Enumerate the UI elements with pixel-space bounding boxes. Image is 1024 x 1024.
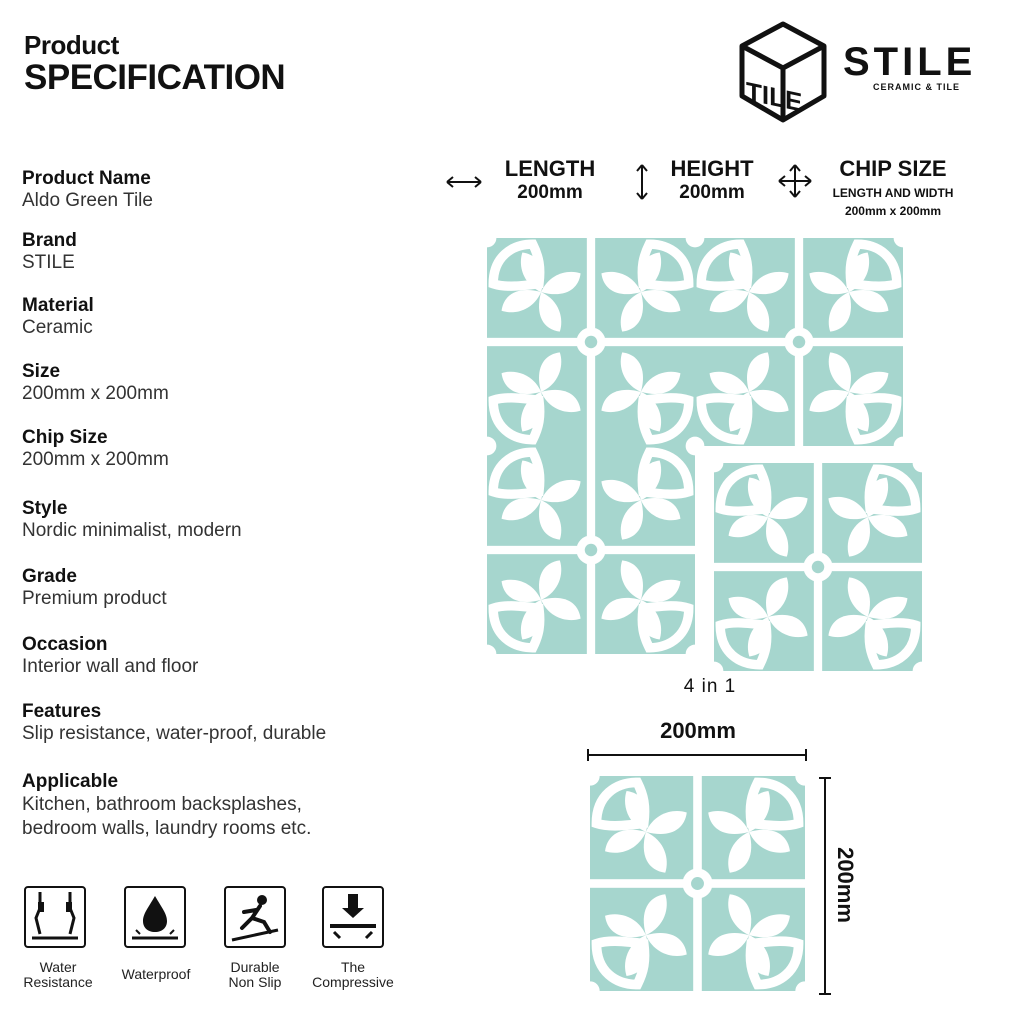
- spec-brand: [22, 230, 77, 274]
- dim-chip-sub: LENGTH AND WIDTH: [832, 186, 954, 200]
- spec-style: [22, 498, 242, 542]
- feature-label-line2: Resistance: [23, 974, 93, 990]
- feature-label-non-slip: [207, 960, 303, 990]
- spec-value: 200mm x 200mm: [22, 449, 169, 470]
- spec-label: Material: [22, 295, 94, 316]
- dim-chip-size: [812, 156, 974, 218]
- feature-label-line1: Durable: [230, 959, 280, 975]
- four-in-one-caption: 4 in 1: [683, 676, 737, 697]
- spec-label: Applicable: [22, 771, 119, 792]
- waterproof-icon: [124, 886, 186, 948]
- feature-label-line1: Waterproof: [121, 966, 191, 982]
- spec-occasion: [22, 634, 198, 678]
- feature-label-line1: Water: [39, 959, 77, 975]
- tile-preview-4: [714, 463, 922, 671]
- spec-size: [22, 361, 169, 405]
- tile-single: [590, 776, 805, 991]
- spec-value: Nordic minimalist, modern: [22, 520, 242, 541]
- spec-label: Features: [22, 701, 102, 722]
- vertical-arrow-icon: [632, 162, 652, 202]
- height-label: 200mm: [833, 847, 858, 923]
- compressive-icon: [322, 886, 384, 948]
- spec-value-line2: bedroom walls, laundry rooms etc.: [22, 818, 312, 839]
- feature-label-compressive: [305, 960, 401, 990]
- spec-label: Grade: [22, 566, 77, 587]
- water-resistance-icon: [24, 886, 86, 948]
- tile-preview-1: [487, 238, 695, 446]
- spec-material: [22, 295, 94, 339]
- width-dimension-line: [586, 748, 808, 762]
- spec-product-name: [22, 168, 153, 212]
- logo-name: STILE: [843, 40, 977, 84]
- header-product: Product: [24, 30, 119, 60]
- stile-cube-logo-icon: [738, 20, 828, 124]
- tile-preview-3: [487, 446, 695, 654]
- spec-chip-size: [22, 427, 169, 471]
- spec-label: Size: [22, 361, 61, 382]
- dim-length: [490, 156, 610, 204]
- spec-label: Style: [22, 498, 68, 519]
- spec-label: Product Name: [22, 168, 151, 189]
- spec-features: [22, 701, 326, 745]
- spec-label: Occasion: [22, 634, 108, 655]
- feature-label-line2: Non Slip: [228, 974, 282, 990]
- spec-value: 200mm x 200mm: [22, 383, 169, 404]
- dim-height: [652, 156, 772, 204]
- feature-label-line2: Compressive: [312, 974, 394, 990]
- four-way-arrow-icon: [776, 162, 814, 200]
- spec-value: Aldo Green Tile: [22, 190, 153, 211]
- spec-label: Brand: [22, 230, 77, 251]
- height-dimension-line: [818, 776, 832, 996]
- spec-value: Slip resistance, water-proof, durable: [22, 723, 327, 744]
- feature-label-line1: The: [340, 959, 366, 975]
- spec-value: Ceramic: [22, 317, 93, 338]
- feature-label-water-resistance: [10, 960, 106, 990]
- dim-chip-title: CHIP SIZE: [839, 156, 947, 181]
- spec-value: STILE: [22, 252, 75, 273]
- spec-value: Premium product: [22, 588, 167, 609]
- feature-label-waterproof: [108, 967, 204, 982]
- spec-value: Kitchen, bathroom backsplashes,: [22, 794, 302, 815]
- spec-label: Chip Size: [22, 427, 108, 448]
- horizontal-arrow-icon: [444, 172, 484, 192]
- logo-tagline: CERAMIC & TILE: [873, 82, 960, 92]
- tile-preview-2: [695, 238, 903, 446]
- width-label: 200mm: [660, 718, 736, 743]
- non-slip-icon: [224, 886, 286, 948]
- dim-length-title: LENGTH: [504, 156, 596, 181]
- header-specification: SPECIFICATION: [24, 58, 286, 97]
- dim-height-title: HEIGHT: [670, 156, 754, 181]
- spec-value: Interior wall and floor: [22, 656, 199, 677]
- dim-height-value: 200mm: [679, 182, 745, 203]
- dim-chip-value: 200mm x 200mm: [844, 204, 942, 218]
- dim-length-value: 200mm: [517, 182, 583, 203]
- logo-mark-text: TILE: [746, 75, 803, 118]
- spec-applicable: [22, 771, 311, 841]
- spec-grade: [22, 566, 167, 610]
